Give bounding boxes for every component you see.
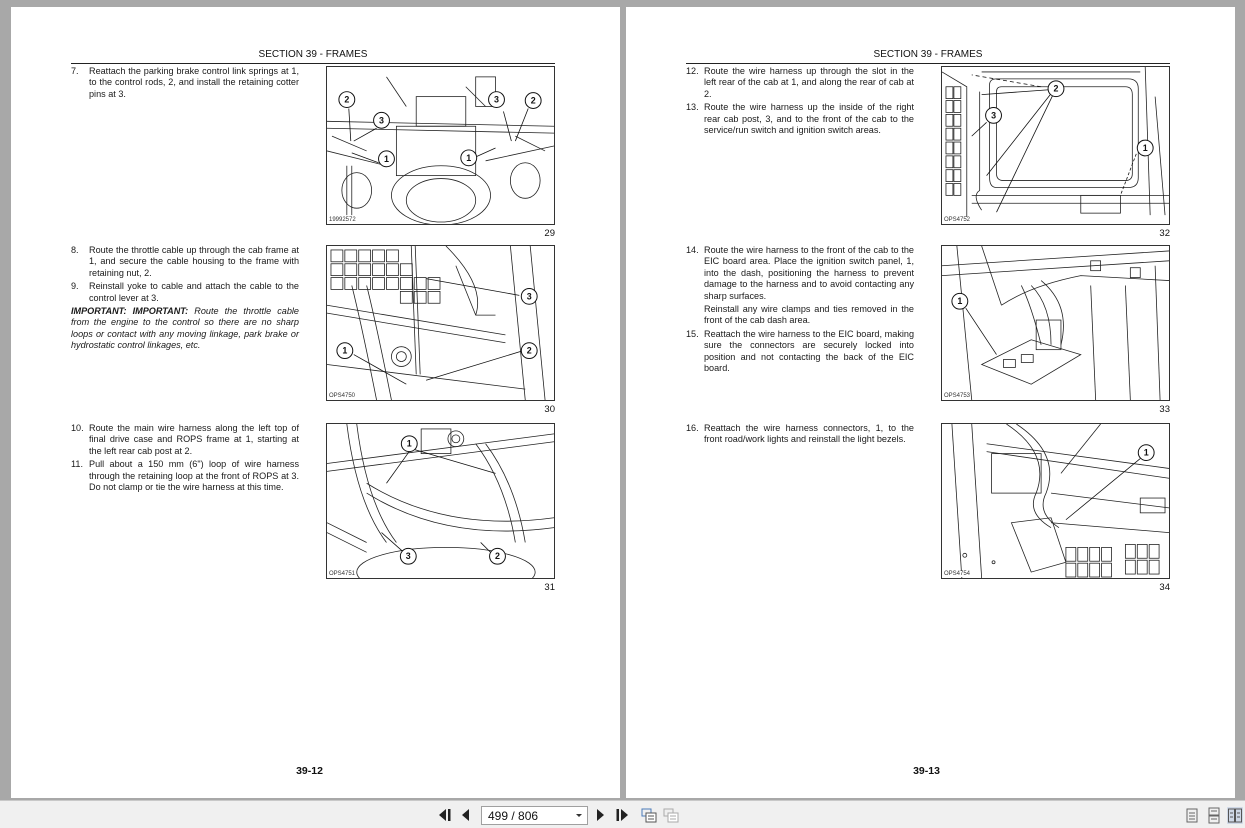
figure-34-illustration	[941, 423, 1170, 579]
figure-32-illustration	[941, 66, 1170, 225]
step-7: 7. Reattach the parking brake control link springs at 1, to the control rods, 2, and install the retaining cotter pins at 3.	[71, 66, 299, 99]
svg-text:2: 2	[530, 95, 536, 106]
section-header: SECTION 39 - FRAMES	[686, 50, 1170, 64]
svg-text:2: 2	[495, 551, 500, 562]
svg-text:2: 2	[1053, 83, 1059, 94]
figure-30-illustration	[326, 245, 555, 401]
page-number-footer: 39-12	[296, 765, 323, 777]
step-16: 16. Reattach the wire harness connectors, 1, to the front road/work lights and reinstall the light bezels.	[686, 423, 914, 445]
step-12: 12. Route the wire harness up through the slot in the left rear of the cab at 1, and along the rear of cab at 2.	[686, 66, 914, 99]
page-indicator: 499 / 806	[488, 809, 539, 823]
figure-code: OPS4752	[944, 217, 971, 223]
svg-text:1: 1	[1143, 447, 1149, 458]
main-wire-harness-drawing	[327, 424, 554, 578]
front-light-connector-drawing	[942, 424, 1169, 578]
go-back-view-button[interactable]	[640, 807, 658, 823]
go-forward-view-button[interactable]	[662, 807, 680, 823]
page-39-13	[626, 7, 1235, 798]
section-header: SECTION 39 - FRAMES	[71, 50, 555, 64]
two-page-icon	[1227, 807, 1243, 824]
first-page-button[interactable]	[437, 807, 453, 823]
navigation-toolbar	[0, 800, 1245, 828]
chevron-down-icon	[576, 814, 582, 817]
svg-text:3: 3	[405, 551, 411, 562]
forward-view-icon	[663, 807, 679, 823]
figure-29-illustration	[326, 66, 555, 225]
prev-page-icon	[461, 809, 471, 821]
sub-paragraph: Reinstall any wire clamps and ties removed in the front of the cab dash area.	[704, 304, 914, 326]
svg-text:1: 1	[406, 438, 412, 449]
figure-code: OPS4753	[944, 393, 971, 399]
step-8: 8. Route the throttle cable up through the cab frame at 1, and secure the cable housing to the frame with retaining nut, 2.	[71, 245, 299, 278]
svg-text:3: 3	[379, 115, 385, 126]
figure-number: 33	[1159, 404, 1170, 415]
last-page-icon	[615, 809, 629, 821]
page-number-footer: 39-13	[913, 765, 940, 777]
instruction-block	[686, 66, 914, 138]
figure-code: OPS4750	[329, 393, 356, 399]
step-11: 11. Pull about a 150 mm (6") loop of wire harness through the retaining loop at the front of ROPS at 3. Do not clamp or tie the wire harness at this time.	[71, 459, 299, 493]
instruction-block	[686, 423, 914, 448]
figure-code: OPS4754	[944, 571, 971, 577]
first-page-icon	[438, 809, 452, 821]
svg-text:1: 1	[342, 345, 348, 356]
parking-brake-linkage-drawing	[327, 67, 554, 224]
figure-31-illustration	[326, 423, 555, 579]
svg-text:2: 2	[526, 345, 532, 356]
step-15: 15. Reattach the wire harness to the EIC board, making sure the connectors are securely locked into position and not contacting the back of the EIC board.	[686, 328, 914, 374]
two-page-view-button[interactable]	[1227, 807, 1243, 824]
ignition-switch-panel-drawing	[942, 246, 1169, 400]
step-14: 14. Route the wire harness to the front of the cab to the EIC board area. Place the ignition switch panel, 1, into the dash, positioning the harness to prevent damage to the harness and to avoid contacting any sharp surfaces.	[686, 245, 914, 301]
single-page-view-button[interactable]	[1184, 807, 1200, 824]
step-13: 13. Route the wire harness up the inside of the right rear cab post, 3, and to the front of the cab to the service/run switch and ignition switch areas.	[686, 102, 914, 136]
figure-number: 30	[544, 404, 555, 415]
next-page-button[interactable]	[593, 807, 607, 823]
instruction-block	[71, 423, 299, 495]
previous-page-button[interactable]	[459, 807, 473, 823]
svg-text:2: 2	[344, 94, 350, 105]
figure-number: 34	[1159, 582, 1170, 593]
step-9: 9. Reinstall yoke to cable and attach the cable to the control lever at 3.	[71, 281, 299, 303]
figure-number: 29	[544, 228, 555, 239]
important-note: IMPORTANT: IMPORTANT: Route the throttle cable from the engine to the control so there are no sharp loops or contact with any moving linkage, park brake or hydrostatic control linkages, etc.	[71, 306, 299, 351]
svg-text:1: 1	[466, 152, 472, 163]
figure-number: 32	[1159, 228, 1170, 239]
continuous-page-icon	[1206, 807, 1222, 824]
instruction-block	[71, 245, 299, 352]
svg-text:1: 1	[383, 153, 389, 164]
figure-code: 19992572	[329, 217, 356, 223]
figure-code: OPS4751	[329, 571, 356, 577]
svg-text:3: 3	[494, 94, 499, 105]
continuous-view-button[interactable]	[1206, 807, 1222, 824]
single-page-icon	[1184, 807, 1200, 824]
back-view-icon	[641, 807, 657, 823]
figure-number: 31	[544, 582, 555, 593]
svg-text:1: 1	[1142, 142, 1148, 153]
svg-text:3: 3	[526, 291, 532, 302]
throttle-cable-drawing	[327, 246, 554, 400]
figure-33-illustration	[941, 245, 1170, 401]
svg-text:3: 3	[991, 110, 997, 121]
step-10: 10. Route the main wire harness along the left top of final drive case and ROPS frame at 1, starting at the left rear cab post at 2.	[71, 423, 299, 456]
instruction-block	[71, 66, 299, 102]
next-page-icon	[595, 809, 605, 821]
svg-text:1: 1	[957, 296, 963, 307]
last-page-button[interactable]	[614, 807, 630, 823]
page-39-12	[11, 7, 620, 798]
page-number-dropdown[interactable]	[481, 806, 588, 825]
instruction-block	[686, 245, 914, 376]
cab-rear-harness-drawing	[942, 67, 1169, 224]
